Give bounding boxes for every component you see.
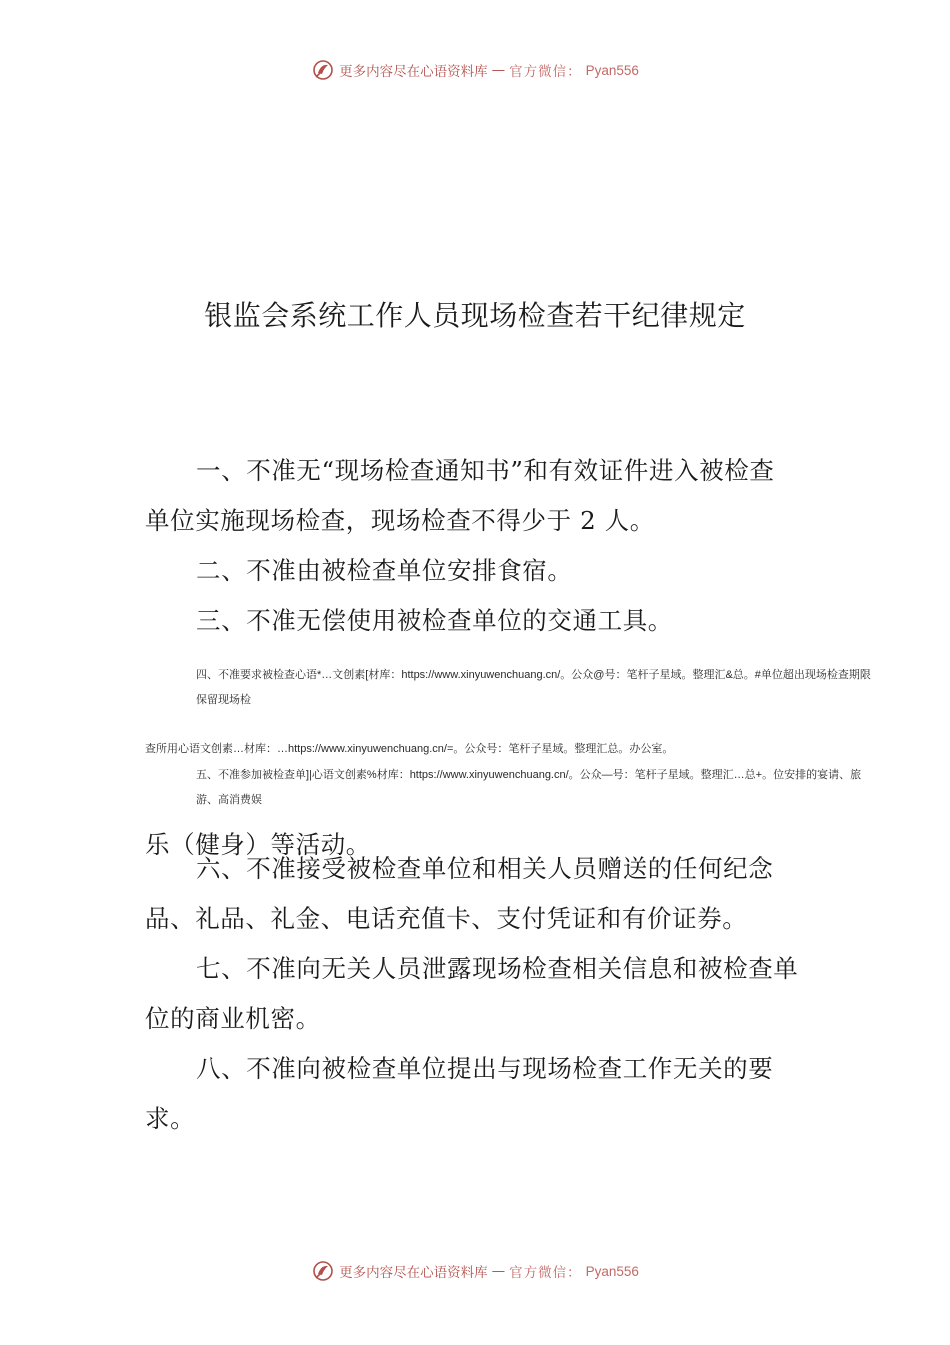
rule-5-line-3: 乐（健身）等活动。 — [145, 830, 371, 859]
rule-7-line-2: 位的商业机密。 — [145, 1004, 321, 1033]
rule-4-line-3: 查所用心语文创素…材库：…https://www.xinyuwenchuang.cn/=。公众号：笔杆子星域。整理汇总。办公室。 — [145, 743, 674, 755]
banner-wechat-id: Pyan556 — [585, 1263, 639, 1279]
banner-separator: — — [491, 62, 506, 78]
rule-6-line-2: 品、礼品、礼金、电话充值卡、支付凭证和有价证券。 — [145, 904, 748, 933]
footer-banner — [0, 1257, 950, 1285]
rule-6-line-1: 六、不准接受被检查单位和相关人员赠送的任何纪念 — [196, 854, 774, 883]
rule-4-line-2: 保留现场检 — [196, 694, 251, 706]
rule-8-line-1: 八、不准向被检查单位提出与现场检查工作无关的要 — [196, 1054, 774, 1083]
brand-logo-icon — [311, 1259, 335, 1283]
header-banner — [0, 56, 950, 84]
rule-7-line-1: 七、不准向无关人员泄露现场检查相关信息和被检查单 — [196, 954, 799, 983]
rule-5-line-1: 五、不准参加被检查单]|心语文创素%材库：https://www.xinyuwenchuang.cn/。公众—号：笔杆子星域。整理汇…总+。位安排的宴请、旅 — [196, 769, 862, 781]
rule-1-line-1: 一、不准无“现场检查通知书”和有效证件进入被检查 — [196, 456, 775, 485]
rule-1-line-2: 单位实施现场检查，现场检查不得少于 2 人。 — [145, 506, 655, 535]
banner-separator: — — [491, 1263, 506, 1279]
banner-wechat-id: Pyan556 — [585, 62, 639, 78]
brand-logo-icon — [311, 58, 335, 82]
rule-8-line-2: 求。 — [145, 1104, 196, 1133]
banner-brand-text: 更多内容尽在心语资料库 — [339, 1265, 488, 1281]
banner-wechat-label: 官方微信： — [509, 64, 582, 80]
banner-wechat-label: 官方微信： — [509, 1265, 582, 1281]
banner-brand-text: 更多内容尽在心语资料库 — [339, 64, 488, 80]
document-title: 银监会系统工作人员现场检查若干纪律规定 — [204, 299, 746, 332]
rule-5-line-2: 游、高消费娱 — [196, 794, 262, 806]
rule-2: 二、不准由被检查单位安排食宿。 — [196, 556, 573, 585]
rule-3: 三、不准无偿使用被检查单位的交通工具。 — [196, 606, 673, 635]
rule-4-line-1: 四、不准要求被检查心语*…文创素[材库：https://www.xinyuwenchuang.cn/。公众@号：笔杆子星域。整理汇&总。#单位超出现场检查期限 — [196, 669, 871, 681]
